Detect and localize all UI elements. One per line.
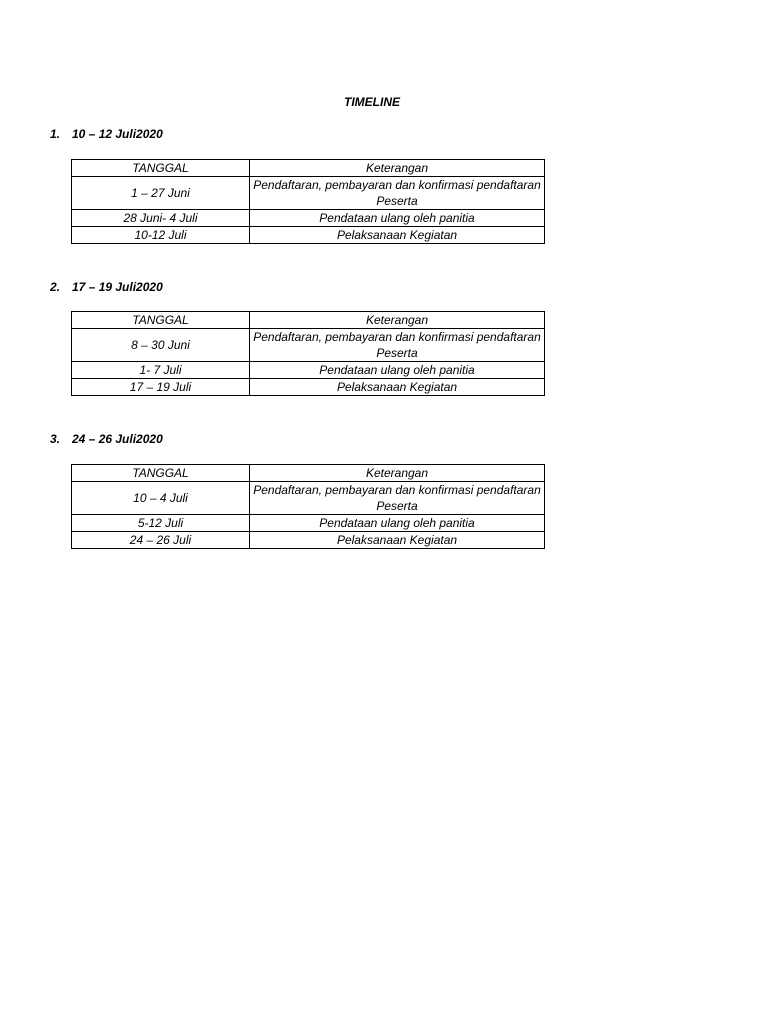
table-row — [72, 532, 545, 549]
table-row — [72, 362, 545, 379]
column-header-tanggal: TANGGAL — [72, 312, 250, 329]
document-title: TIMELINE — [344, 95, 400, 109]
table-header-row — [72, 160, 545, 177]
section-number: 1. — [50, 127, 61, 141]
table-cell-description: Pelaksanaan Kegiatan — [250, 532, 545, 549]
table-cell-date: 28 Juni- 4 Juli — [72, 210, 250, 227]
timeline-table — [71, 159, 545, 244]
column-header-keterangan: Keterangan — [250, 465, 545, 482]
table-cell-date: 17 – 19 Juli — [72, 379, 250, 396]
column-header-tanggal: TANGGAL — [72, 465, 250, 482]
table-cell-description: Pelaksanaan Kegiatan — [250, 379, 545, 396]
table-header-row — [72, 465, 545, 482]
table-cell-date: 24 – 26 Juli — [72, 532, 250, 549]
table-cell-description: Pendataan ulang oleh panitia — [250, 210, 545, 227]
column-header-keterangan: Keterangan — [250, 160, 545, 177]
section-heading — [50, 126, 163, 142]
table-cell-date: 10-12 Juli — [72, 227, 250, 244]
table-cell-description: Pendaftaran, pembayaran dan konfirmasi pendaftaran Peserta — [250, 482, 545, 515]
table-cell-date: 1 – 27 Juni — [72, 177, 250, 210]
table-cell-date: 1- 7 Juli — [72, 362, 250, 379]
table-row — [72, 515, 545, 532]
section-date-range: 24 – 26 Juli2020 — [72, 432, 163, 446]
table-row — [72, 482, 545, 515]
section-heading — [50, 431, 163, 447]
table-cell-description: Pendataan ulang oleh panitia — [250, 515, 545, 532]
table-header-row — [72, 312, 545, 329]
table-cell-description: Pendataan ulang oleh panitia — [250, 362, 545, 379]
table-cell-date: 5-12 Juli — [72, 515, 250, 532]
section-number: 2. — [50, 280, 61, 294]
table-cell-description: Pendaftaran, pembayaran dan konfirmasi pendaftaran Peserta — [250, 177, 545, 210]
section-date-range: 17 – 19 Juli2020 — [72, 280, 163, 294]
section-date-range: 10 – 12 Juli2020 — [72, 127, 163, 141]
table-row — [72, 329, 545, 362]
table-cell-date: 8 – 30 Juni — [72, 329, 250, 362]
table-cell-date: 10 – 4 Juli — [72, 482, 250, 515]
table-cell-description: Pelaksanaan Kegiatan — [250, 227, 545, 244]
column-header-keterangan: Keterangan — [250, 312, 545, 329]
timeline-table — [71, 311, 545, 396]
timeline-table — [71, 464, 545, 549]
section-heading — [50, 279, 163, 295]
table-row — [72, 210, 545, 227]
table-row — [72, 227, 545, 244]
column-header-tanggal: TANGGAL — [72, 160, 250, 177]
table-row — [72, 379, 545, 396]
section-number: 3. — [50, 432, 61, 446]
table-row — [72, 177, 545, 210]
table-cell-description: Pendaftaran, pembayaran dan konfirmasi pendaftaran Peserta — [250, 329, 545, 362]
